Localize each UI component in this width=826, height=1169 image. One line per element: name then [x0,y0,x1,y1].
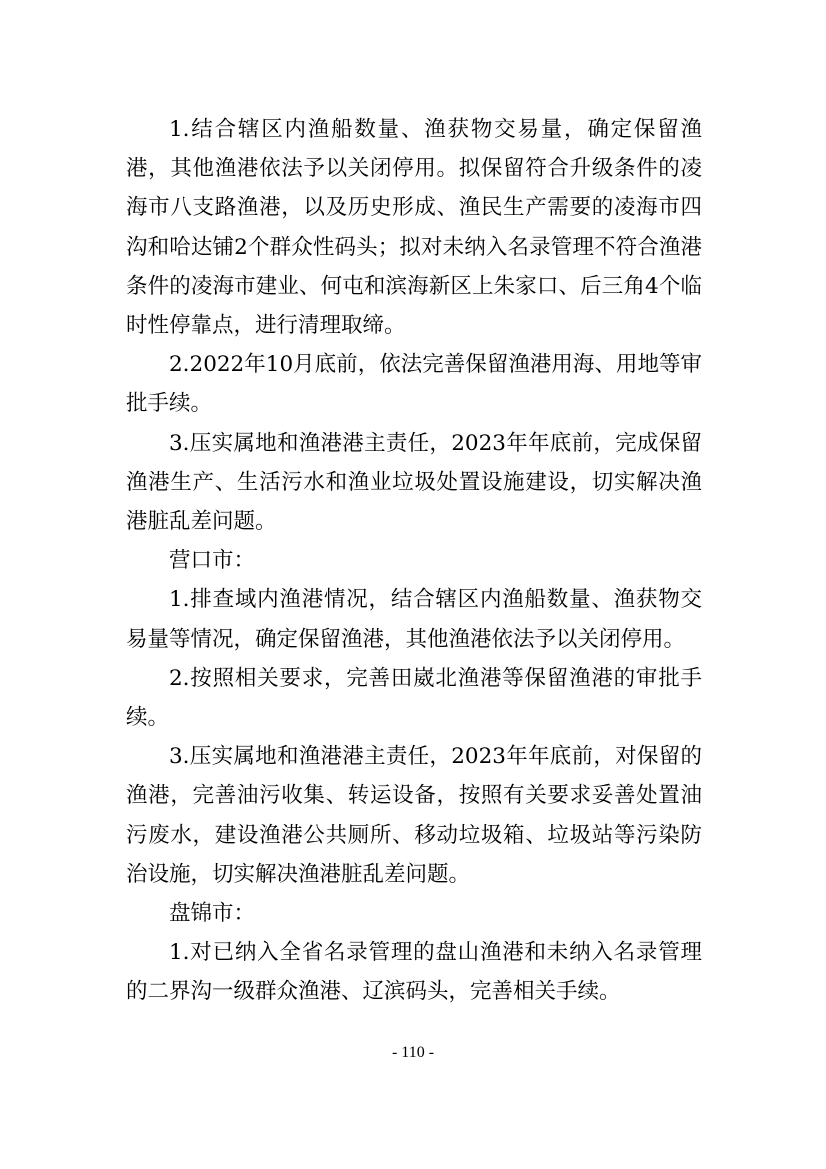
heading-panjin: 盘锦市： [169,901,256,927]
heading-yingkou: 营口市： [169,548,256,574]
paragraph-linghai-1: 1.结合辖区内渔船数量、渔获物交易量，确定保留渔港，其他渔港依法予以关闭停用。拟保留符合升级条件的凌海市八支路渔港，以及历史形成、渔民生产需要的凌海市四沟和哈达铺2个群众性码头；拟对未纳入名录管理不符合渔港条件的凌海市建业、何屯和滨海新区上朱家口、后三角4个临时性停靠点，进行清理取缔。 [126,117,702,339]
paragraph-yingkou-1: 1.排查域内渔港情况，结合辖区内渔船数量、渔获物交易量等情况，确定保留渔港，其他渔港依法予以关闭停用。 [126,587,702,652]
paragraph-yingkou-2: 2.按照相关要求，完善田崴北渔港等保留渔港的审批手续。 [126,665,702,731]
body-text [126,110,702,1012]
paragraph-yingkou-3: 3.压实属地和渔港港主责任，2023年年底前，对保留的渔港，完善油污收集、转运设备，按照有关要求妥善处置油污废水，建设渔港公共厕所、移动垃圾箱、垃圾站等污染防治设施，切实解决渔港脏乱差问题。 [126,744,702,887]
paragraph-linghai-3: 3.压实属地和渔港港主责任，2023年年底前，完成保留渔港生产、生活污水和渔业垃圾处置设施建设，切实解决渔港脏乱差问题。 [126,430,702,535]
page-number: - 110 - [391,1044,435,1061]
paragraph-linghai-2: 2.2022年10月底前，依法完善保留渔港用海、用地等审批手续。 [126,352,702,417]
paragraph-panjin-1: 1.对已纳入全省名录管理的盘山渔港和未纳入名录管理的二界沟一级群众渔港、辽滨码头，完善相关手续。 [126,940,702,1005]
